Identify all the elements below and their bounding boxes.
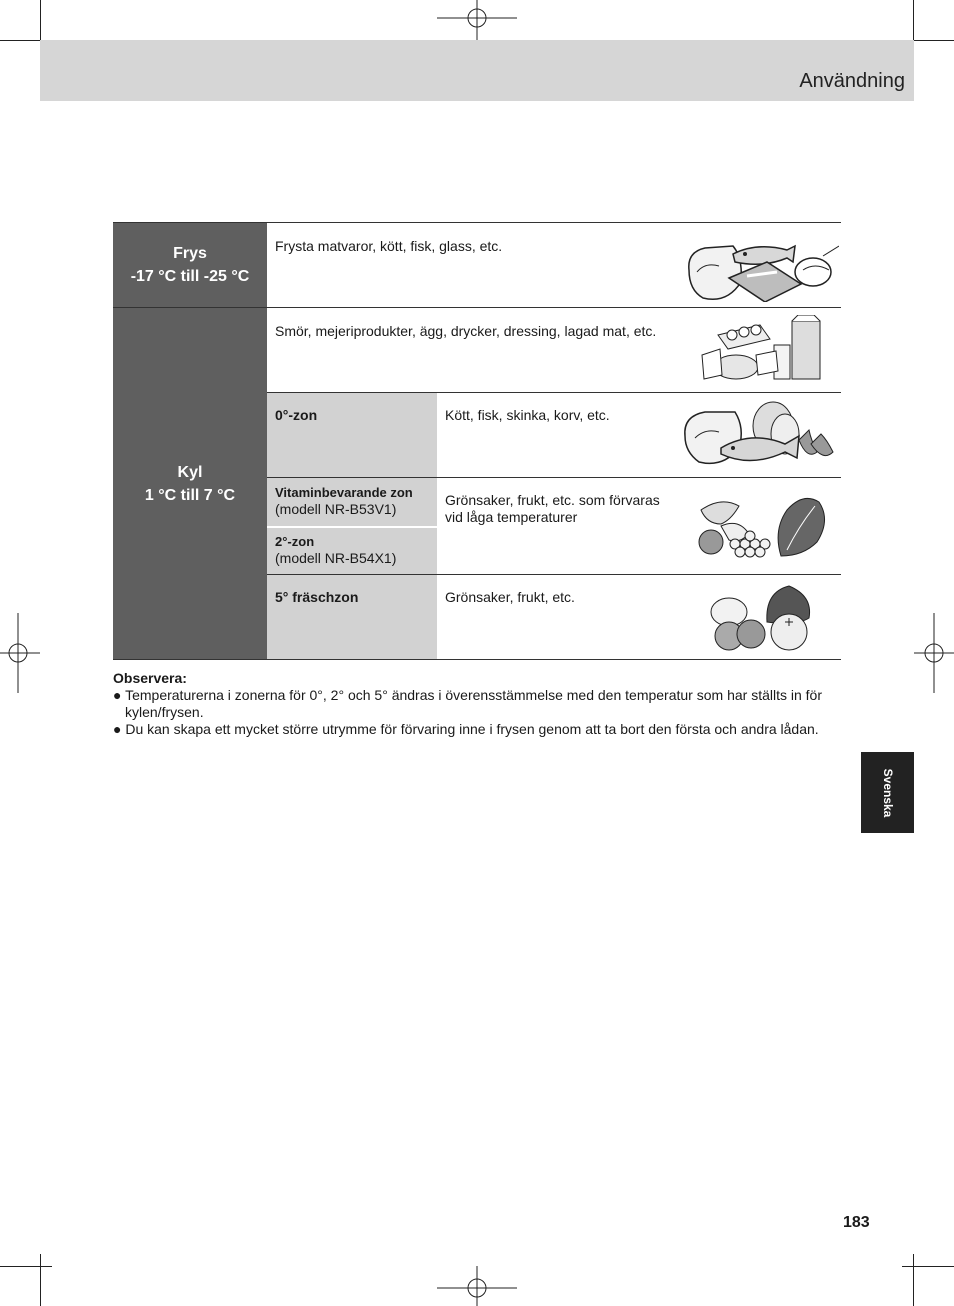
freezer-description: Frysta matvaror, kött, fisk, glass, etc. [275, 238, 503, 254]
notes [113, 670, 848, 738]
freezer-name: Frys [173, 245, 207, 262]
freezer-label [113, 223, 267, 307]
zone-0-description: Kött, fisk, skinka, korv, etc. [445, 407, 610, 423]
vegetables-illustration [691, 490, 831, 560]
language-tab [861, 752, 914, 833]
zone-vitamin-name: Vitaminbevarande zon [275, 485, 413, 500]
header-band [40, 40, 914, 101]
zone-5-label-cell [267, 575, 437, 659]
language-tab-label: Svenska [880, 768, 895, 817]
freezer-range: -17 °C till -25 °C [130, 268, 250, 285]
meat-fish-illustration [681, 400, 839, 472]
note-item: ● Du kan skapa ett mycket större utrymme för förvaring inne i frysen genom att ta bort den första och andra lådan. [113, 721, 819, 737]
zone-vitamin-description: Grönsaker, frukt, etc. som förvaras vid låga temperaturer [445, 492, 660, 525]
fridge-range: 1 °C till 7 °C [144, 486, 236, 504]
zone-2-note: (modell NR-B54X1) [275, 550, 397, 566]
notes-heading: Observera: [113, 670, 187, 686]
frozen-food-illustration [683, 232, 839, 302]
dairy-illustration [698, 315, 826, 385]
fridge-name: Kyl [177, 463, 203, 481]
fruit-illustration [705, 582, 819, 654]
zone-0-label-cell [267, 393, 437, 477]
zone-0-name: 0°-zon [275, 407, 318, 423]
zone-5-description: Grönsaker, frukt, etc. [445, 589, 575, 605]
fridge-label [113, 308, 267, 659]
zone-5-name: 5° fräschzon [275, 589, 359, 605]
temperature-zone-table [113, 222, 841, 660]
note-item: ● Temperaturerna i zonerna för 0°, 2° och 5° ändras i överensstämmelse med den temperatur som har ställts in för kylen/frysen. [113, 687, 822, 720]
fridge-description: Smör, mejeriprodukter, ägg, drycker, dressing, lagad mat, etc. [275, 323, 657, 339]
page-number: 183 [843, 1214, 870, 1231]
section-title: Användning [799, 70, 905, 92]
zone-2-name: 2°-zon [275, 534, 315, 549]
zone-vitamin-note: (modell NR-B53V1) [275, 501, 397, 517]
